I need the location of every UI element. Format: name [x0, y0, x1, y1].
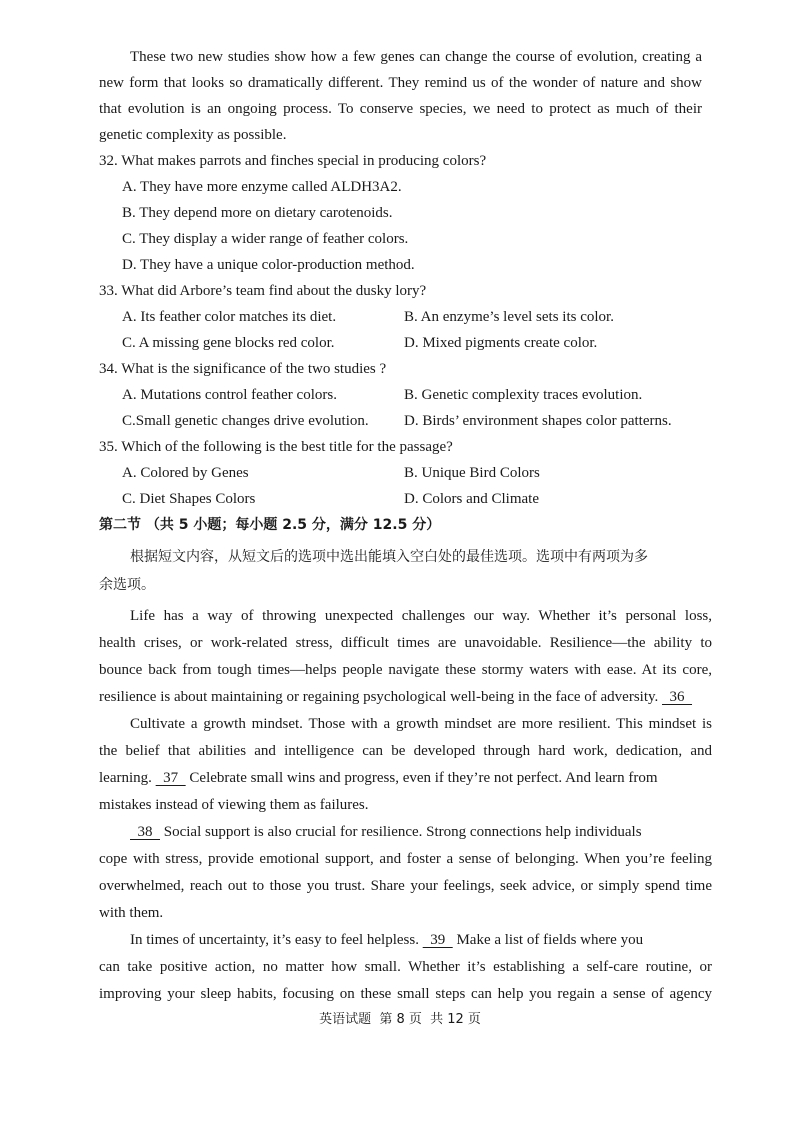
answer-option: D. Birds’ environment shapes color patterns.	[404, 413, 672, 429]
question-stem: 35. Which of the following is the best title for the passage?	[99, 439, 453, 455]
question-stem: 33. What did Arbore’s team find about the dusky lory?	[99, 283, 427, 299]
answer-option: C. Diet Shapes Colors	[122, 491, 256, 507]
answer-option: C. They display a wider range of feather colors.	[122, 231, 409, 247]
passage-line: overwhelmed, reach out to those you trust. Share your feelings, seek advice, or simply spend time	[99, 878, 712, 894]
answer-option: B. An enzyme’s level sets its color.	[404, 309, 614, 325]
answer-option: D. Mixed pigments create color.	[404, 335, 598, 351]
passage-line: the belief that abilities and intelligence can be developed through hard work, dedication, and	[99, 743, 712, 759]
passage-text: Make a list of fields where you	[456, 932, 644, 948]
passage-line: mistakes instead of viewing them as failures.	[99, 797, 369, 813]
passage-line: with them.	[99, 905, 164, 921]
blank-37[interactable]: 37	[155, 770, 186, 786]
passage-line	[99, 768, 658, 788]
answer-option: B. Unique Bird Colors	[404, 465, 540, 481]
answer-option: C. A missing gene blocks red color.	[122, 335, 335, 351]
passage-line: health crises, or work-related stress, difficult times are unavoidable. Resilience—the ability to	[99, 635, 712, 651]
passage-line	[130, 930, 643, 950]
passage-end-line: that evolution is an ongoing process. To conserve species, we need to protect as much of their	[99, 101, 702, 117]
passage-text: In times of uncertainty, it’s easy to feel helpless.	[130, 932, 419, 948]
passage-end-line: genetic complexity as possible.	[99, 127, 287, 143]
passage-line: Cultivate a growth mindset. Those with a growth mindset are more resilient. This mindset is	[130, 716, 712, 732]
answer-option: B. Genetic complexity traces evolution.	[404, 387, 643, 403]
passage-text: resilience is about maintaining or regaining psychological well-being in the face of adversity.	[99, 689, 659, 705]
passage-line	[99, 687, 692, 707]
passage-line: can take positive action, no matter how small. Whether it’s establishing a self-care routine, or	[99, 959, 712, 975]
passage-end-line: These two new studies show how a few genes can change the course of evolution, creating a	[130, 49, 702, 65]
passage-text: Social support is also crucial for resilience. Strong connections help individuals	[163, 824, 642, 840]
answer-option: A. They have more enzyme called ALDH3A2.	[122, 179, 402, 195]
passage-line	[130, 822, 642, 842]
answer-option: D. Colors and Climate	[404, 491, 539, 507]
blank-36[interactable]: 36	[662, 689, 693, 705]
question-stem: 34. What is the significance of the two studies ?	[99, 361, 387, 377]
passage-text: learning.	[99, 770, 152, 786]
answer-option: D. They have a unique color-production method.	[122, 257, 415, 273]
section-heading: 第二节 （共 5 小题；每小题 2.5 分，满分 12.5 分）	[99, 517, 441, 533]
answer-option: A. Colored by Genes	[122, 465, 249, 481]
page-footer: 英语试题 第 8 页 共 12 页	[319, 1012, 481, 1027]
answer-option: A. Its feather color matches its diet.	[122, 309, 337, 325]
section-instruction: 余选项。	[99, 577, 155, 593]
passage-line: Life has a way of throwing unexpected challenges our way. Whether it’s personal loss,	[130, 608, 712, 624]
section-instruction: 根据短文内容，从短文后的选项中选出能填入空白处的最佳选项。选项中有两项为多	[130, 549, 648, 565]
answer-option: A. Mutations control feather colors.	[122, 387, 337, 403]
passage-line: improving your sleep habits, focusing on these small steps can help you regain a sense of agency	[99, 986, 712, 1002]
answer-option: C.Small genetic changes drive evolution.	[122, 413, 369, 429]
blank-39[interactable]: 39	[422, 932, 453, 948]
passage-line: bounce back from tough times—helps people navigate these stormy waters with ease. At its core,	[99, 662, 712, 678]
blank-38[interactable]: 38	[130, 824, 160, 840]
passage-end-line: new form that looks so dramatically different. They remind us of the wonder of nature and show	[99, 75, 702, 91]
question-stem: 32. What makes parrots and finches special in producing colors?	[99, 153, 487, 169]
passage-line: cope with stress, provide emotional support, and foster a sense of belonging. When you’re feeling	[99, 851, 712, 867]
passage-text: Celebrate small wins and progress, even if they’re not perfect. And learn from	[189, 770, 658, 786]
answer-option: B. They depend more on dietary carotenoids.	[122, 205, 393, 221]
